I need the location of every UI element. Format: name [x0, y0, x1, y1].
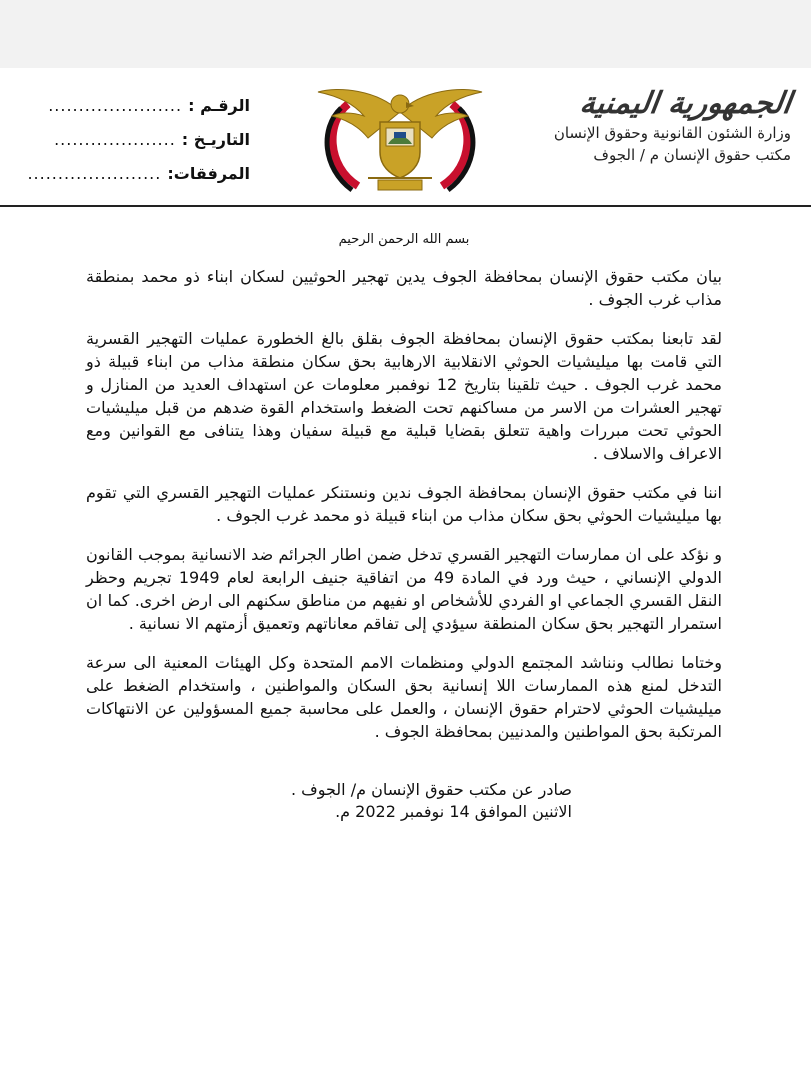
- header-divider: [0, 205, 811, 207]
- republic-title: الجمهورية اليمنية: [577, 86, 794, 121]
- number-field: ......................: [48, 96, 183, 115]
- number-label: الرقـم :: [188, 96, 250, 115]
- reference-fields: [27, 96, 250, 198]
- yemen-eagle-emblem-icon: [308, 82, 492, 200]
- document-body: [86, 220, 722, 823]
- date-field: ....................: [54, 130, 176, 149]
- meta-row-date: [50, 130, 250, 164]
- paragraph-1: لقد تابعنا بمكتب حقوق الإنسان بمحافظة الجوف بقلق بالغ الخطورة عمليات التهجير القسرية التي قامت بها ميليشيات الحوثي الانقلابية الارهابية بحق سكان منطقة مذاب من ابناء قبيلة ذو محمد غرب الجوف . حيث تلقينا بتاريخ 12 نوفمبر معلومات عن استهداف العديد من المنازل و تهجير العشرات من الاسر من مساكنهم تحت الضغط واستخدام القوة ضدهم من قبل ميليشيات الحوثي تحت مبررات واهية تتعلق بقضايا قبلية مع قبيلة سفيان وهذا يتنافى مع القوانين ومع الاعراف والاسلاف .: [86, 329, 722, 463]
- ministry-name: وزارة الشئون القانونية وحقوق الإنسان: [553, 124, 791, 142]
- letterhead: [0, 68, 811, 208]
- signoff: [86, 779, 722, 823]
- meta-row-number: [50, 96, 250, 130]
- meta-row-attachments: [27, 164, 250, 198]
- ministry-block: [511, 86, 794, 166]
- paragraph-3: و نؤكد على ان ممارسات التهجير القسري تدخل ضمن اطار الجرائم ضد الانسانية بموجب القانون الدولي الإنساني ، حيث ورد في المادة 49 من اتفاقية جنيف الرابعة لعام 1949 تجريم وحظر النقل القسري الجماعي او الفردي للأشخاص او نفيهم من مناطق سكنهم الى ارض اخرى. كما ان استمرار التهجير بحق سكان المنطقة سيؤدي إلى تفاقم معاناتهم وتعميق أزمتهم الا نسانية .: [86, 545, 723, 633]
- date-label: التاريـخ :: [181, 130, 250, 149]
- paragraph-4: وختاما نطالب ونناشد المجتمع الدولي ومنظمات الامم المتحدة وكل الهيئات المعنية الى سرعة التدخل لمنع هذه الممارسات اللا إنسانية بحق السكان والمواطنين ، واستخدام الضغط على ميليشيات الحوثي لاحترام حقوق الإنسان ، والعمل على محاسبة جميع المسؤولين عن الانتهاكات المرتكبة بحق المواطنين والمدنيين بمحافظة الجوف .: [86, 653, 722, 741]
- office-name: مكتب حقوق الإنسان م / الجوف: [593, 146, 791, 164]
- date-line: الاثنين الموافق 14 نوفمبر 2022 م.: [335, 802, 572, 821]
- attachments-label: المرفقات:: [167, 164, 250, 183]
- issuer-line: صادر عن مكتب حقوق الإنسان م/ الجوف .: [290, 780, 572, 799]
- attachments-field: ......................: [27, 164, 162, 183]
- statement-title: بيان مكتب حقوق الإنسان بمحافظة الجوف يدين تهجير الحوثيين لسكان ابناء ذو محمد بمنطقة مذاب غرب الجوف .: [86, 267, 722, 309]
- top-bar: [0, 0, 811, 68]
- paragraph-2: اننا في مكتب حقوق الإنسان بمحافظة الجوف ندين ونستنكر عمليات التهجير القسري التي تقوم بها ميليشيات الحوثي بحق سكان مذاب من ابناء قبيلة ذو محمد غرب الجوف .: [86, 483, 722, 525]
- basmala: بسم الله الرحمن الرحيم: [338, 232, 470, 247]
